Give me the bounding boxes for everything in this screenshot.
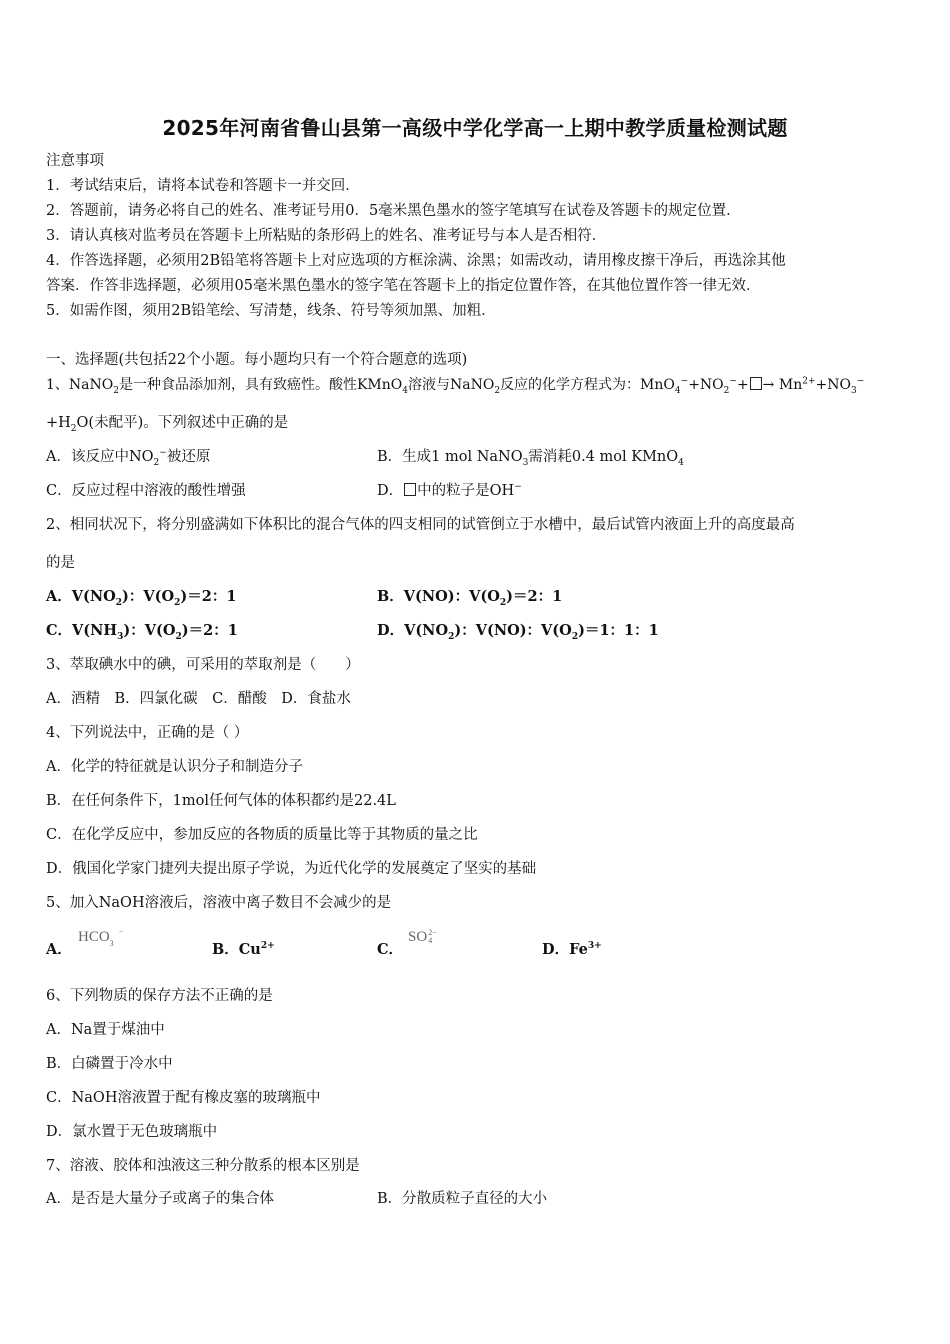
q6-option-a[interactable]: A．Na置于煤油中 [46, 1022, 165, 1038]
q2-option-a[interactable]: A．$V(NO_2)$：$V(O_2)=2$：1 [46, 588, 237, 608]
notice-item-4: 4．作答选择题，必须用2B铅笔将答题卡上对应选项的方框涂满、涂黑；如需改动，请用橡皮擦干净后，再选涂其他 [46, 253, 786, 269]
q7-option-b[interactable]: B．分散质粒子直径的大小 [377, 1191, 548, 1207]
notice-heading: 注意事项 [46, 153, 104, 169]
q5-option-d[interactable]: D．$Fe^{3+}$ [542, 941, 602, 958]
q7-stem: 7、溶液、胶体和浊液这三种分散系的根本区别是 [46, 1158, 360, 1174]
q5-option-c[interactable]: C． [377, 941, 404, 958]
notice-item-5: 5．如需作图，须用2B铅笔绘、写清楚，线条、符号等须加黑、加粗． [46, 303, 496, 319]
q2-stem: 2、相同状况下，将分别盛满如下体积比的混合气体的四支相同的试管倒立于水槽中，最后试管内液面上升的高度最高 [46, 517, 795, 533]
q6-stem: 6、下列物质的保存方法不正确的是 [46, 988, 273, 1004]
q3-stem: 3、萃取碘水中的碘，可采用的萃取剂是（ ） [46, 657, 360, 673]
q5-option-a[interactable]: A． [46, 941, 72, 958]
q5-option-b[interactable]: B．$Cu^{2+}$ [212, 941, 275, 958]
q5-stem: 5、加入NaOH溶液后，溶液中离子数目不会减少的是 [46, 895, 392, 911]
blank-box [404, 483, 416, 496]
q1-option-c[interactable]: C．反应过程中溶液的酸性增强 [46, 483, 246, 499]
hco3-formula: $HCO_3$ − [78, 927, 124, 948]
q1-option-a[interactable]: A．该反应中$NO_2^-$被还原 [46, 448, 211, 468]
q4-stem: 4、下列说法中，正确的是（ ） [46, 725, 249, 741]
notice-item-1: 1．考试结束后，请将本试卷和答题卡一并交回． [46, 178, 360, 194]
q2-option-d[interactable]: D．$V(NO_2)$：V(NO)：$V(O_2)=1$：1：1 [377, 622, 659, 642]
section-heading: 一、选择题(共包括22个小题。每小题均只有一个符合题意的选项) [46, 352, 468, 368]
notice-item-2: 2．答题前，请务必将自己的姓名、准考证号用0．5毫米黑色墨水的签字笔填写在试卷及答题卡的规定位置． [46, 203, 741, 219]
notice-item-4-cont: 答案．作答非选择题，必须用05毫米黑色墨水的签字笔在答题卡上的指定位置作答，在其他位置作答一律无效． [46, 278, 761, 294]
q2-option-c[interactable]: C．$V(NH_3)$：$V(O_2)=2$：1 [46, 622, 238, 642]
q6-option-d[interactable]: D．氯水置于无色玻璃瓶中 [46, 1124, 218, 1140]
page-title: 2025年河南省鲁山县第一高级中学化学高一上期中教学质量检测试题 [162, 116, 788, 140]
q3-options[interactable]: A．酒精 B．四氯化碳 C．醋酸 D．食盐水 [46, 691, 351, 707]
q2-stem-cont: 的是 [46, 555, 75, 571]
q7-option-a[interactable]: A．是否是大量分子或离子的集合体 [46, 1191, 274, 1207]
blank-box [750, 377, 762, 390]
q6-option-c[interactable]: C．NaOH溶液置于配有橡皮塞的玻璃瓶中 [46, 1090, 321, 1106]
q1-stem-cont: $+H_2O$(未配平)。下列叙述中正确的是 [46, 415, 289, 434]
q2-option-b[interactable]: B．V(NO)：$V(O_2)=2$：1 [377, 588, 563, 608]
q4-option-d[interactable]: D．俄国化学家门捷列夫提出原子学说，为近代化学的发展奠定了坚实的基础 [46, 861, 537, 877]
q1-option-b[interactable]: B．生成1 mol NaNO$_3$需消耗0.4 mol KMnO$_4$ [377, 449, 684, 468]
q4-option-a[interactable]: A．化学的特征就是认识分子和制造分子 [46, 759, 303, 775]
q6-option-b[interactable]: B．白磷置于冷水中 [46, 1056, 173, 1072]
q1-option-d[interactable]: D． 中的粒子是OH− [377, 482, 522, 499]
q4-option-c[interactable]: C．在化学反应中，参加反应的各物质的质量比等于其物质的量之比 [46, 827, 478, 843]
q1-stem: 1、NaNO$_2$是一种食品添加剂，具有致癌性。酸性KMnO$_4$溶液与NaNO$_2$反应的化学方程式为：$MnO_4^-+NO_2^-+ \to Mn^{2+}+NO_3^-$ [46, 376, 865, 396]
notice-item-3: 3．请认真核对监考员在答题卡上所粘贴的条形码上的姓名、准考证号与本人是否相符． [46, 228, 607, 244]
q4-option-b[interactable]: B．在任何条件下，1mol任何气体的体积都约是22.4L [46, 793, 396, 809]
so4-formula: SO 2− 4 [408, 928, 437, 945]
